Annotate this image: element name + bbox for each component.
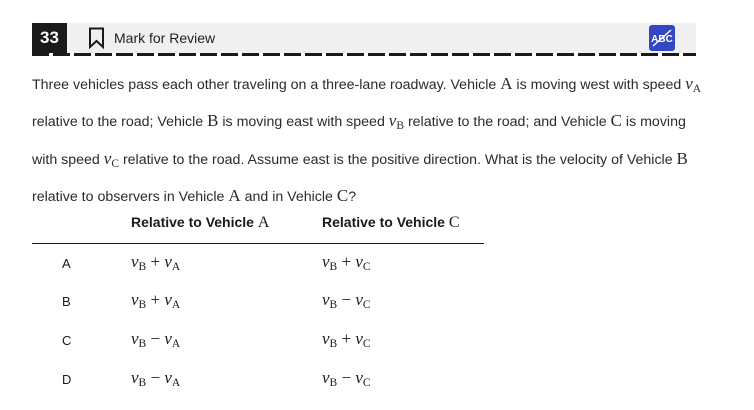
question-text-part: relative to the road. Assume east is the positive direction. What is the velocity of Vehicle (119, 151, 677, 168)
choice-velocity-relative-to-a: $v_B - v_A$ (131, 329, 181, 350)
choice-letter: B (62, 294, 71, 309)
column-header-relative-to-c: Relative to Vehicle C (322, 214, 460, 231)
answer-choice-a[interactable] (32, 250, 484, 280)
question-number: 33 (32, 23, 67, 53)
vehicle-b-label: B (676, 148, 688, 168)
choice-velocity-relative-to-a: $v_B + v_A$ (131, 290, 181, 311)
table-header-rule (32, 243, 484, 244)
vehicle-c-label: C (610, 111, 622, 131)
choice-velocity-relative-to-c: $v_B + v_C$ (322, 329, 371, 350)
mark-for-review-label: Mark for Review (114, 30, 216, 46)
question-text-part: Three vehicles pass each other traveling on a three-lane roadway. Vehicle (32, 77, 501, 93)
question-text-part: is moving west with speed (512, 77, 686, 93)
choice-velocity-relative-to-c: $v_B + v_C$ (322, 252, 371, 273)
choice-velocity-relative-to-c: $v_B - v_C$ (322, 290, 371, 311)
question-text-part: relative to the road; and Vehicle (404, 114, 611, 131)
vehicle-a-label: A (228, 186, 241, 206)
vehicle-c-label: C (336, 186, 349, 206)
question-text-part: and in Vehicle (240, 189, 337, 206)
var-v-c: $v_C$ (103, 148, 119, 170)
question-text-part: is moving east with speed (218, 114, 389, 131)
vehicle-a-label: A (500, 74, 513, 93)
question-text-part: relative to observers in Vehicle (32, 189, 229, 206)
bookmark-icon (88, 27, 105, 49)
question-text-part: ? (348, 189, 357, 206)
question-text-part: relative to the road; Vehicle (32, 114, 208, 131)
choice-velocity-relative-to-a: $v_B + v_A$ (131, 252, 181, 273)
choice-velocity-relative-to-c: $v_B - v_C$ (322, 368, 371, 389)
vehicle-b-label: B (207, 111, 219, 131)
choice-velocity-relative-to-a: $v_B - v_A$ (131, 368, 181, 389)
choice-letter: D (62, 372, 72, 387)
choice-letter: C (62, 333, 72, 348)
question-text-part: is moving with speed (32, 114, 686, 168)
choice-letter: A (62, 256, 71, 271)
svg-text:ABC: ABC (651, 34, 673, 45)
mark-for-review-button[interactable] (88, 23, 215, 53)
header-dashed-divider (32, 53, 696, 56)
column-header-relative-to-a: Relative to Vehicle A (131, 214, 270, 231)
question-text (32, 68, 712, 214)
var-v-a: $v_A$ (685, 74, 702, 95)
answer-choice-d[interactable] (32, 366, 484, 396)
var-v-b: $v_B$ (388, 111, 404, 133)
strikethrough-abc-icon (649, 25, 675, 51)
answer-choice-c[interactable] (32, 327, 484, 357)
question-header-bar (32, 23, 696, 53)
answer-eliminator-button[interactable] (649, 25, 675, 51)
answer-choice-b[interactable] (32, 288, 484, 318)
